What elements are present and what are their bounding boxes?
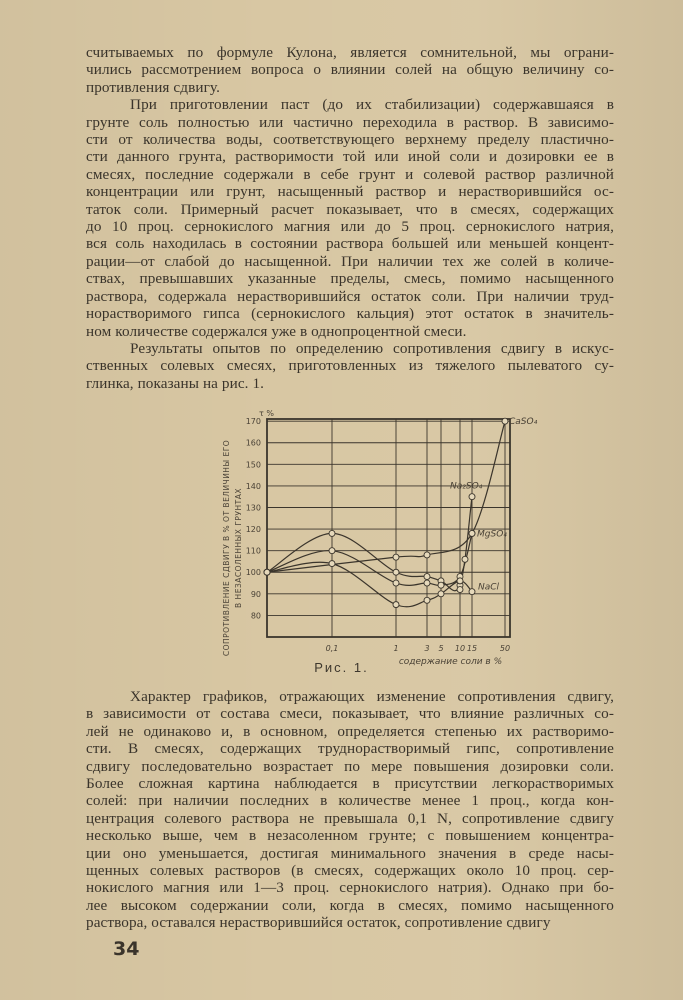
data-point: [393, 554, 399, 560]
text-line: в зависимости от состава смеси, показывает, что влияние различных со-: [86, 705, 614, 723]
text-line: Более сложная картина наблюдается в присутствии легкорастворимых: [86, 775, 614, 793]
series-label-MgSO4: MgSO₄: [477, 529, 507, 540]
text-line: до 10 проц. сернокислого магния или до 5 проц. сернокислого натрия,: [86, 218, 614, 236]
text-line: вся соль находилась в состоянии раствора большей или меньшей концент-: [86, 235, 614, 253]
data-point: [457, 587, 463, 593]
shear-resistance-chart: [205, 405, 545, 667]
data-point: [329, 548, 335, 554]
x-tick-label: 1: [393, 644, 399, 653]
text-line: ственных солевых смесях, приготовленных из тяжелого пылеватого су-: [86, 357, 614, 375]
y-tick-label: 130: [245, 503, 261, 513]
text-line: щенных солевых растворов (в смесях, содержащих около 10 проц. сер-: [86, 862, 614, 880]
text-line: Результаты опытов по определению сопротивления сдвигу в искус-: [130, 339, 614, 357]
paragraph-p4: [86, 688, 614, 932]
text-line: Характер графиков, отражающих изменение сопротивления сдвигу,: [130, 688, 614, 705]
data-point: [424, 552, 430, 558]
data-point: [393, 602, 399, 608]
y-tick-label: 170: [245, 417, 261, 427]
text-line: сдвигу последовательно возрастает по мере повышения дозировки соли.: [86, 757, 614, 775]
page-body: [86, 44, 614, 392]
text-line: чились рассмотрением вопроса о влиянии солей на общую величину со-: [86, 61, 614, 79]
text-line: сти. В смесях, содержащих труднорастворимый гипс, сопротивление: [86, 740, 614, 758]
chart-frame: [267, 419, 510, 637]
text-line: несколько выше, чем в незасоленном грунте; с повышением концентра-: [86, 827, 614, 845]
y-axis-label: СОПРОТИВЛЕНИЕ СДВИГУ В % ОТ ВЕЛИЧИНЫ ЕГО В НЕЗАСОЛЕННЫХ ГРУНТАХ: [222, 439, 243, 657]
text-line: смесях, последние содержали в себе грунт и солевой раствор различной: [86, 165, 614, 183]
data-point: [438, 582, 444, 588]
y-tick-label: 100: [245, 568, 261, 578]
x-tick-label: 10: [454, 644, 466, 653]
text-line: При приготовлении паст (до их стабилизации) содержавшаяся в: [130, 96, 614, 114]
y-tick-label: 80: [250, 611, 261, 621]
data-point: [424, 597, 430, 603]
text-line: норастворимого гипса (сернокислого кальция) этот остаток в значитель-: [86, 305, 614, 323]
series-label-NaCl: NaCl: [478, 582, 500, 593]
text-line: ном количестве содержался уже в однопроцентной смеси.: [86, 322, 467, 340]
text-line: сти данного грунта, растворимости той или иной соли и дозировки ее в: [86, 148, 614, 166]
text-block-bottom: [86, 688, 614, 932]
text-line: солей: при наличии последних в количестве менее 1 проц., когда кон-: [86, 792, 614, 810]
figure-1-chart: [205, 405, 545, 667]
paragraph-p1: [86, 44, 614, 96]
data-point: [264, 569, 270, 575]
data-point: [393, 580, 399, 586]
data-point: [424, 580, 430, 586]
text-line: раствора, оставался нерастворившийся остаток, сопротивление сдвигу: [86, 914, 551, 932]
series-label-CaSO4: CaSO₄: [509, 417, 538, 428]
data-point: [393, 569, 399, 575]
x-tick-label: 5: [438, 644, 444, 653]
x-tick-label: 3: [424, 644, 430, 653]
text-line: глинка, показаны на рис. 1.: [86, 374, 265, 392]
text-line: концентрации или грунт, насыщенный раствор и нерастворившийся ос-: [86, 183, 614, 201]
text-line: таток соли. Примерный расчет показывает, что в смесях, содержащих: [86, 200, 614, 218]
paragraph-p2: [86, 96, 614, 340]
data-point: [469, 589, 475, 595]
data-point: [457, 578, 463, 584]
text-line: ции оно уменьшается, достигая минимального значения в среде насы-: [86, 844, 614, 862]
text-line: грунте соль полностью или частично переходила в раствор. В зависимо-: [86, 113, 614, 131]
x-tick-label: 15: [466, 644, 478, 653]
data-point: [469, 494, 475, 500]
y-tick-label: 150: [245, 460, 261, 470]
data-point: [329, 561, 335, 567]
text-block-top: [86, 44, 614, 392]
y-tick-label: 120: [245, 525, 261, 535]
data-point: [438, 591, 444, 597]
data-point: [424, 574, 430, 580]
x-tick-label: 50: [499, 644, 511, 653]
text-line: сти от количества воды, соответствующего верхнему пределу пластично-: [86, 131, 614, 149]
data-point: [462, 556, 468, 562]
data-point: [469, 530, 475, 536]
x-axis-label: содержание соли в %: [398, 657, 503, 667]
page-body-bottom: [86, 688, 614, 932]
y-unit-label: τ %: [259, 409, 274, 418]
data-point: [329, 530, 335, 536]
text-line: рации—от слабой до насыщенной. При наличии тех же солей в количе-: [86, 252, 614, 270]
page-number: 34: [113, 938, 140, 960]
y-tick-label: 160: [245, 438, 261, 448]
y-tick-label: 110: [245, 546, 261, 556]
text-line: лее высоком содержании соли, когда в смесях, помимо насыщенного: [86, 896, 614, 914]
paragraph-p3: [86, 340, 614, 392]
x-tick-label: 0,1: [325, 644, 339, 653]
text-line: центрация солевого раствора не превышала 0,1 N, сопротивление сдвигу: [86, 809, 614, 827]
y-tick-label: 90: [250, 589, 261, 599]
text-line: нокислого магния или 1—3 проц. сернокислого натрия). Однако при бо-: [86, 879, 614, 897]
text-line: считываемых по формуле Кулона, является сомнительной, мы ограни-: [86, 44, 614, 61]
text-line: раствора, содержала нерастворившийся остаток соли. При наличии труд-: [86, 287, 614, 305]
text-line: лей не одинаково и, в основном, определяется степенью их растворимо-: [86, 722, 614, 740]
text-line: ствах, превышавших указанные пределы, смесь, помимо насыщенного: [86, 270, 614, 288]
data-point: [502, 418, 508, 424]
y-tick-label: 140: [245, 481, 261, 491]
text-line: противления сдвигу.: [86, 78, 220, 96]
figure-caption: Рис. 1.: [314, 660, 369, 675]
series-label-Na2SO4: Na₂SO₄: [450, 481, 483, 492]
